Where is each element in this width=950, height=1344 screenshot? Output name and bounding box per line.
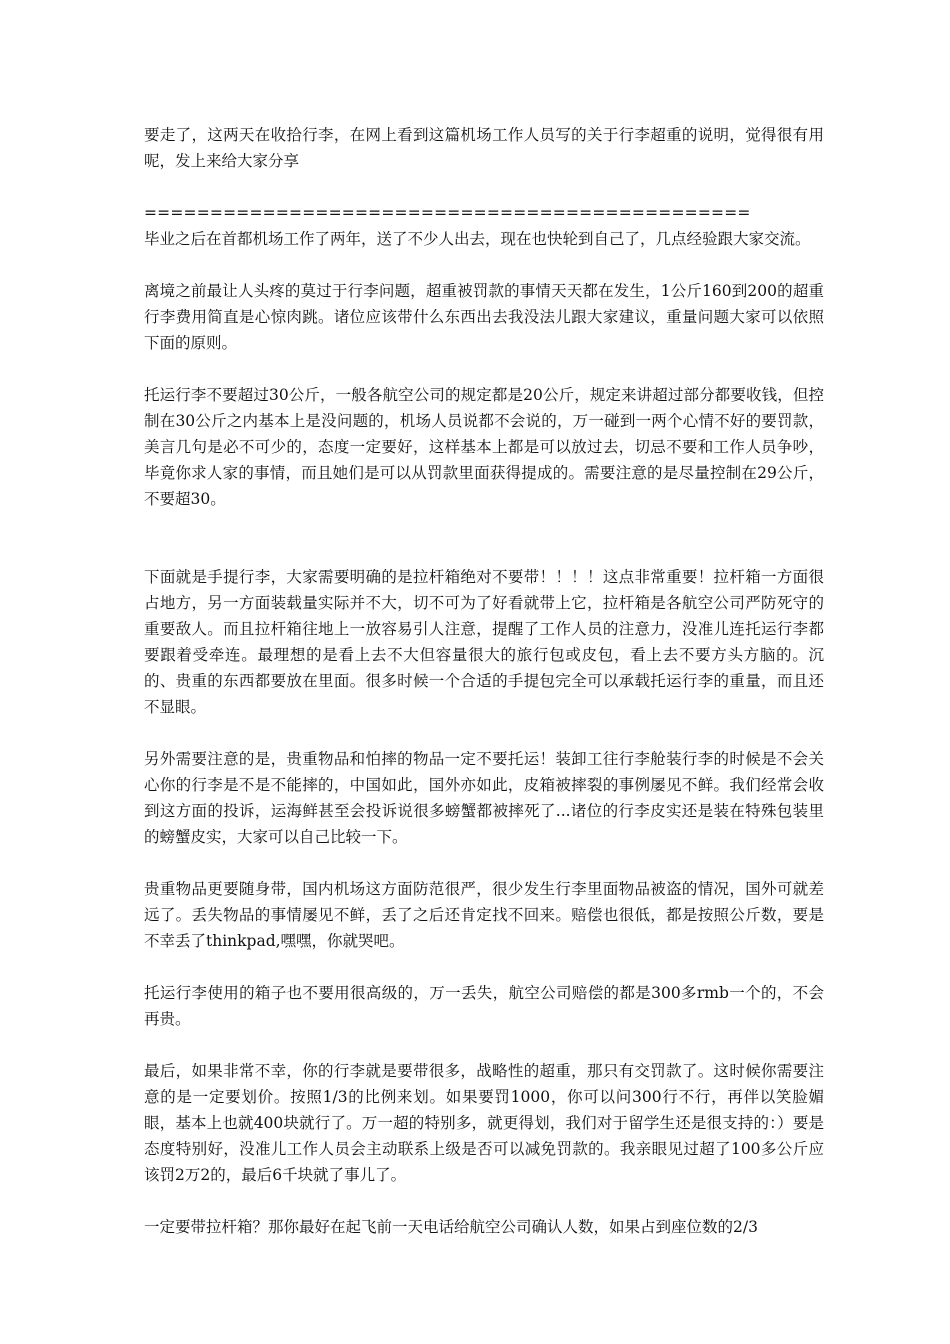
paragraph-suitcase: 托运行李使用的箱子也不要用很高级的，万一丢失，航空公司赔偿的都是300多rmb一个的，不会再贵。 (144, 984, 824, 1028)
paragraph-overweight: 离境之前最让人头疼的莫过于行李问题，超重被罚款的事情天天都在发生，1公斤160到200的超重行李费用简直是心惊肉跳。诸位应该带什么东西出去我没法儿跟大家建议，重量问题大家可以依照下面的原则。 (144, 282, 824, 352)
paragraph-valuables: 贵重物品更要随身带，国内机场这方面防范很严，很少发生行李里面物品被盗的情况，国外可就差远了。丢失物品的事情屡见不鲜，丢了之后还肯定找不回来。赔偿也很低，都是按照公斤数，要是不幸丢了thinkpad,嘿嘿，你就哭吧。 (144, 880, 824, 950)
paragraph-trolley: 一定要带拉杆箱？那你最好在起飞前一天电话给航空公司确认人数，如果占到座位数的2/3 (144, 1218, 758, 1236)
separator-line: ============================================== (144, 204, 751, 222)
paragraph-experience: 毕业之后在首都机场工作了两年，送了不少人出去，现在也快轮到自己了，几点经验跟大家交流。 (144, 230, 811, 248)
blank-gap (144, 512, 824, 564)
paragraph-carry-on: 下面就是手提行李，大家需要明确的是拉杆箱绝对不要带！！！！这点非常重要！拉杆箱一方面很占地方，另一方面装载量实际并不大，切不可为了好看就带上它，拉杆箱是各航空公司严防死守的重要敌人。而且拉杆箱往地上一放容易引人注意，提醒了工作人员的注意力，没准儿连托运行李都要跟着受牵连。最理想的是看上去不大但容量很大的旅行包或皮包，看上去不要方头方脑的。沉的、贵重的东西都要放在里面。很多时候一个合适的手提包完全可以承载托运行李的重量，而且还不显眼。 (144, 568, 824, 716)
paragraph-bargain: 最后，如果非常不幸，你的行李就是要带很多，战略性的超重，那只有交罚款了。这时候你需要注意的是一定要划价。按照1/3的比例来划。如果要罚1000，你可以问300行不行，再伴以笑脸媚眼，基本上也就400块就行了。万一超的特别多，就更得划，我们对于留学生还是很支持的：）要是态度特别好，没准儿工作人员会主动联系上级是否可以减免罚款的。我亲眼见过超了100多公斤应该罚2万2的，最后6千块就了事儿了。 (144, 1062, 824, 1184)
paragraph-fragile: 另外需要注意的是，贵重物品和怕摔的物品一定不要托运！装卸工往行李舱装行李的时候是不会关心你的行李是不是不能摔的，中国如此，国外亦如此，皮箱被摔裂的事例屡见不鲜。我们经常会收到这方面的投诉，运海鲜甚至会投诉说很多螃蟹都被摔死了...诸位的行李皮实还是装在特殊包装里的螃蟹皮实，大家可以自己比较一下。 (144, 750, 824, 846)
paragraph-checked-baggage: 托运行李不要超过30公斤，一般各航空公司的规定都是20公斤，规定来讲超过部分都要收钱，但控制在30公斤之内基本上是没问题的，机场人员说都不会说的，万一碰到一两个心情不好的要罚款，美言几句是必不可少的，态度一定要好，这样基本上都是可以放过去，切忌不要和工作人员争吵，毕竟你求人家的事情，而且她们是可以从罚款里面获得提成的。需要注意的是尽量控制在29公斤，不要超30。 (144, 386, 824, 508)
intro-paragraph: 要走了，这两天在收拾行李，在网上看到这篇机场工作人员写的关于行李超重的说明，觉得很有用呢，发上来给大家分享 (144, 126, 824, 170)
document-page (144, 122, 824, 1266)
